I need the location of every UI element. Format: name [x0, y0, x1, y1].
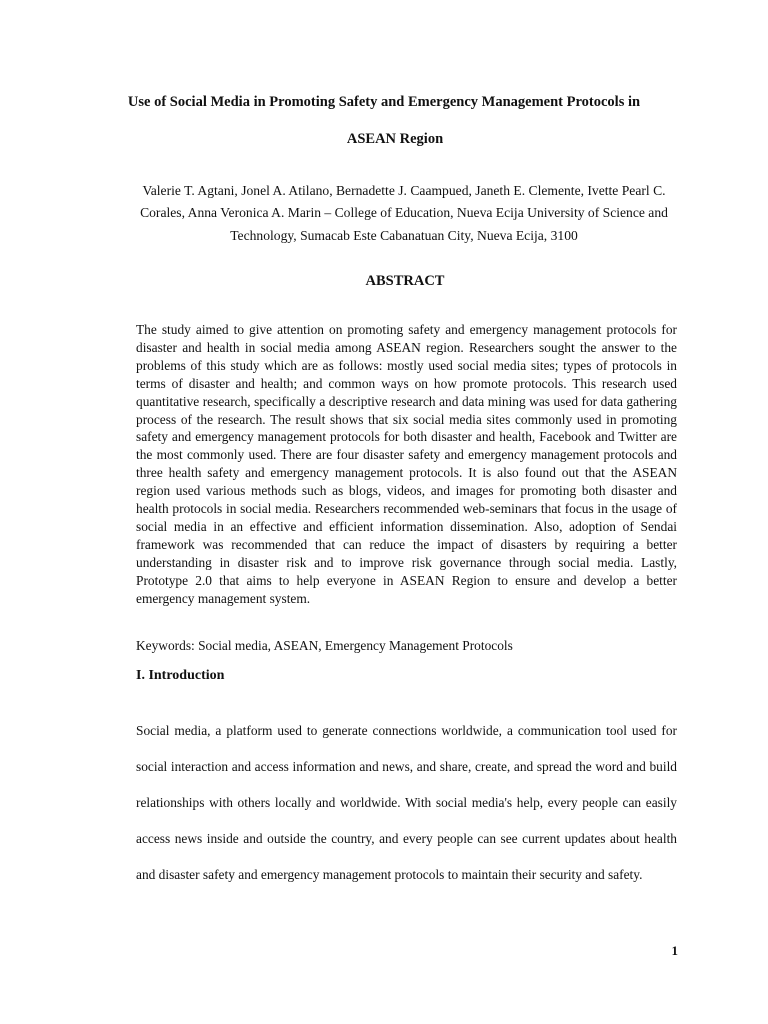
keywords-line: Keywords: Social media, ASEAN, Emergency Management Protocols — [136, 638, 513, 653]
authors-affiliation: Valerie T. Agtani, Jonel A. Atilano, Bernadette J. Caampued, Janeth E. Clemente, Ivette Pearl C. Corales, Anna Veronica A. Marin – College of Education, Nueva Ecija University of Science and Technology, Sumacab Este Cabanatuan City, Nueva Ecija, 3100 — [140, 183, 668, 243]
section-heading-introduction: I. Introduction — [136, 668, 225, 683]
page-number: 1 — [671, 943, 678, 958]
abstract-heading: ABSTRACT — [365, 273, 445, 289]
abstract-body: The study aimed to give attention on promoting safety and emergency management protocols for disaster and health in social media among ASEAN region. Researchers sought the answer to the problems of this study which are as follows: mostly used social media sites; types of protocols in terms of disaster and health; and common ways on how promote protocols. This research used quantitative research, specifically a descriptive research and data mining was used for data gathering process of the research. The result shows that six social media sites commonly used in promoting safety and emergency management protocols for both disaster and health, Facebook and Twitter are the most commonly used. There are four disaster safety and emergency management protocols and three health safety and emergency management protocols. It is also found out that the ASEAN region used various methods such as blogs, videos, and images for promoting both disaster and health protocols in social media. Researchers recommended web-seminars that focus in the usage of social media in an effective and efficient information dissemination. Also, adoption of Sendai framework was recommended that can reduce the impact of disasters by requiring a better understanding in disaster risk and to improve risk governance through social media. Lastly, Prototype 2.0 that aims to help everyone in ASEAN Region to ensure and develop a better emergency management system. — [136, 322, 677, 606]
title-line-2: ASEAN Region — [346, 131, 444, 147]
introduction-body: Social media, a platform used to generate connections worldwide, a communication tool used for social interaction and access information and news, and share, create, and spread the word and build relationships with others locally and worldwide. With social media's help, every people can easily access news inside and outside the country, and every people can see current updates about health and disaster safety and emergency management protocols to maintain their security and safety. — [136, 723, 677, 882]
title-line-1: Use of Social Media in Promoting Safety and Emergency Management Protocols in — [127, 94, 641, 110]
